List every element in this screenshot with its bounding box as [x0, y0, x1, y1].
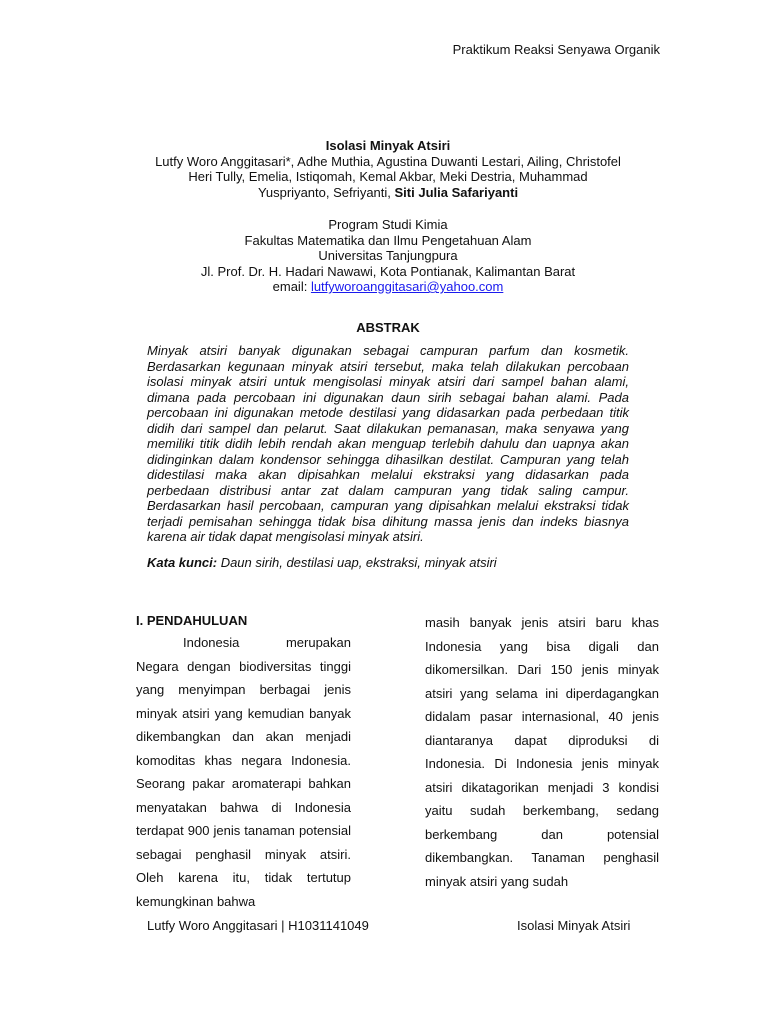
- faculty: Fakultas Matematika dan Ilmu Pengetahuan Alam: [244, 232, 532, 248]
- paper-title: Isolasi Minyak Atsiri: [325, 138, 451, 153]
- section-heading: I. PENDAHULUAN: [136, 613, 248, 628]
- title-block: [140, 138, 636, 295]
- keywords-text: Daun sirih, destilasi uap, ekstraksi, minyak atsiri: [217, 554, 497, 570]
- running-header: Praktikum Reaksi Senyawa Organik: [452, 42, 660, 57]
- university: Universitas Tanjungpura: [318, 248, 458, 263]
- footer-author: Lutfy Woro Anggitasari | H1031141049: [147, 918, 369, 933]
- authors-line-1: Lutfy Woro Anggitasari*, Adhe Muthia, Agustina Duwanti Lestari, Ailing, Christofel: [155, 153, 621, 169]
- left-column: [136, 611, 351, 913]
- address: Jl. Prof. Dr. H. Hadari Nawawi, Kota Pontianak, Kalimantan Barat: [200, 263, 576, 279]
- abstract-heading: ABSTRAK: [356, 320, 420, 335]
- authors-line-3-plain: Yuspriyanto, Sefriyanti,: [257, 184, 395, 200]
- email-link[interactable]: lutfyworoanggitasari@yahoo.com: [310, 279, 504, 294]
- right-column: [425, 611, 659, 893]
- email-label: email:: [272, 279, 311, 294]
- abstract: [147, 320, 629, 570]
- footer-title: Isolasi Minyak Atsiri: [517, 918, 631, 933]
- keywords-label: Kata kunci:: [147, 554, 218, 570]
- left-column-text: Indonesia merupakan Negara dengan biodiversitas tinggi yang menyimpan berbagai jenis minyak atsiri yang kemudian banyak dikembangkan dan akan menjadi komoditas khas negara Indonesia. Seorang pakar aromaterapi bahkan menyatakan bahwa di Indonesia terdapat 900 jenis tanaman potensial sebagai penghasil minyak atsiri. Oleh karena itu, tidak tertutup kemungkinan bahwa: [136, 635, 351, 909]
- keywords: [147, 555, 629, 571]
- authors-line-3: [140, 185, 636, 201]
- authors-line-2: Heri Tully, Emelia, Istiqomah, Kemal Akbar, Meki Destria, Muhammad: [188, 169, 588, 184]
- right-column-text: masih banyak jenis atsiri baru khas Indonesia yang bisa digali dan dikomersilkan. Dari 150 jenis minyak atsiri yang selama ini diperdagangkan didalam pasar internasional, 40 jenis diantaranya dapat diproduksi di Indonesia. Di Indonesia jenis minyak atsiri dikatagorikan menjadi 3 kondisi yaitu sudah berkembang, sedang berkembang dan potensial dikembangkan. Tanaman penghasil minyak atsiri yang sudah: [425, 615, 659, 889]
- program: Program Studi Kimia: [328, 217, 448, 232]
- email-line: [140, 279, 636, 295]
- abstract-text: Minyak atsiri banyak digunakan sebagai campuran parfum dan kosmetik. Berdasarkan kegunaan minyak atsiri tersebut, maka telah dilakukan percobaan isolasi minyak atsiri untuk mengisolasi minyak atsiri dari sampel bahan alami, dimana pada percobaan ini digunakan daun sirih sebagai bahan alami. Pada percobaan ini digunakan metode destilasi yang didasarkan pada perbedaan titik didih dari sampel dan pelarut. Saat dilakukan pemanasan, maka senyawa yang memiliki titik didih lebih rendah akan menguap terlebih dahulu dan uapnya akan didinginkan dalam kondensor sehingga dihasilkan destilat. Campuran yang telah didestilasi maka akan dipisahkan melalui ekstraksi yang didasarkan pada perbedaan distribusi antar zat dalam campuran yang tidak saling campur. Berdasarkan hasil percobaan, campuran yang dipisahkan melalui ekstraksi tidak terjadi pemisahan sehingga tidak bisa dihitung massa jenis dan indeks biasnya karena air tidak dapat mengisolasi minyak atsiri.: [147, 343, 629, 544]
- authors-line-3-bold: Siti Julia Safariyanti: [394, 184, 519, 200]
